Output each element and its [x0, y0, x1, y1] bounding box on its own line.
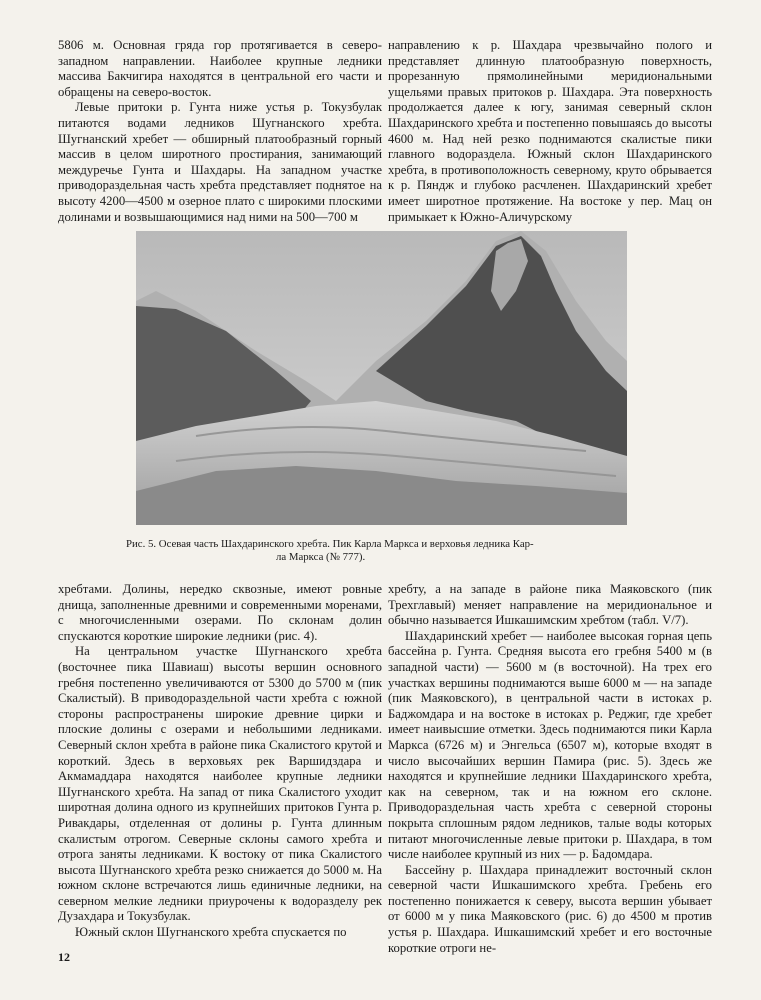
left-column-bottom — [58, 582, 382, 941]
right-column-top — [388, 38, 712, 225]
paragraph: Шахдаринский хребет — наиболее высокая горная цепь бассейна р. Гунта. Средняя высота его гребня 5400 м (в западной части) — 5600 м (в восточной). На трех его участках вершины поднимаются выше 6000 м — на западе (пик Маяковского), в центральной части в истоках р. Баджомдара и на востоке в истоках р. Реджиг, где хребет имеет наивысшие отметки. Здесь поднимаются пики Карла Маркса (6726 м) и Энгельса (6507 м), которые входят в число высочайших вершин Памира (рис. 5). Здесь же находятся и крупнейшие ледники Шахдаринского хребта, как на северном, так и на южном его склоне. Приводораздельная часть хребта с северной стороны покрыта сплошным рядом ледников, талые воды которых питают многочисленные левые притоки р. Шахдара, в том числе наиболее крупный из них — р. Бадомдара. — [388, 628, 712, 862]
paragraph: На центральном участке Шугнанского хребта (восточнее пика Шавиаш) высоты вершин основного гребня постепенно увеличиваются от 5300 до 5700 м (пик Скалистый). В приводораздельной части хребта с южной стороны распространены широкие древние цирки и плоские долины с озерами и небольшими ледниками. Северный склон хребта в районе пика Скалистого крутой и короткий. Здесь в верховьях рек Варшидздара и Акмамаддара находятся наиболее крупные ледники Шугнанского хребта. На запад от пика Скалистого уходит широтная долина одного из крупнейших притоков Гунта р. Ривакдары, отделенная от долины р. Гунта длинным скалистым отрогом. Северные склоны самого хребта и отрога заняты ледниками. К востоку от пика Скалистого высота Шугнанского хребта резко снижается до 5000 м. На южном склоне встречаются лишь единичные ледники, на северном мелкие ледники приурочены к водоразделу рек Дузахдара и Токузбулак. — [58, 644, 382, 924]
caption-line-1: Рис. 5. Осевая часть Шахдаринского хребта. Пик Карла Маркса и верховья ледника Кар- — [126, 538, 534, 550]
figure-caption — [126, 538, 638, 564]
paragraph: 5806 м. Основная гряда гор протягивается в северо-западном направлении. Наиболее крупные ледники массива Бакчигира находятся в центральной его части и обращены на северо-восток. — [58, 38, 382, 99]
left-column-top — [58, 38, 382, 225]
paragraph: Левые притоки р. Гунта ниже устья р. Токузбулак питаются водами ледников Шугнанского хребта. Шугнанский хребет — обширный платообразный горный массив в целом широтного простирания, занимающий междуречье Гунта и Шахдары. На западном участке приводораздельная часть хребта представляет поднятое на высоту 4200—4500 м озерное плато с широкими плоскими долинами и возвышающимися над ними на 500—700 м — [58, 100, 382, 224]
mountain-photo-illustration — [136, 231, 627, 525]
paragraph: Бассейну р. Шахдара принадлежит восточный склон северной части Ишкашимского хребта. Гребень его постепенно понижается к северу, высота вершин убывает от 6000 м у пика Маяковского (рис. 6) до 4500 м против устья р. Шахдара. Ишкашимский хребет и его восточные короткие отроги не- — [388, 862, 712, 955]
right-column-bottom — [388, 582, 712, 956]
paragraph: направлению к р. Шахдара чрезвычайно полого и представляет длинную платообразную поверхность, прорезанную прямолинейными меридиональными ущельями правых притоков р. Шахдара. Эта поверхность продолжается далее к югу, занимая северный склон Шахдаринского хребта и постепенно повышаясь до высоты 4600 м. Над ней резко поднимаются скалистые пики главного водораздела. Южный склон Шахдаринского хребта, в противоположность северному, круто обрывается к р. Пяндж и глубоко расчленен. Шахдаринский хребет имеет широтное протяжение. На востоке у пер. Мац он примыкает к Южно-Аличурскому — [388, 38, 712, 224]
paragraph: хребту, а на западе в районе пика Маяковского (пик Трехглавый) меняет направление на меридиональное и обычно называется Ишкашимским хребтом (табл. V/7). — [388, 582, 712, 628]
caption-line-2: ла Маркса (№ 777). — [276, 551, 366, 563]
page-number: 12 — [58, 950, 70, 964]
figure-photo-mountain — [136, 231, 627, 525]
paragraph: Южный склон Шугнанского хребта спускается по — [75, 925, 347, 940]
paragraph: хребтами. Долины, нередко сквозные, имеют ровные днища, заполненные древними и современными моренами, с многочисленными озерами. По склонам долин спускаются короткие широкие ледники (рис. 4). — [58, 582, 382, 643]
